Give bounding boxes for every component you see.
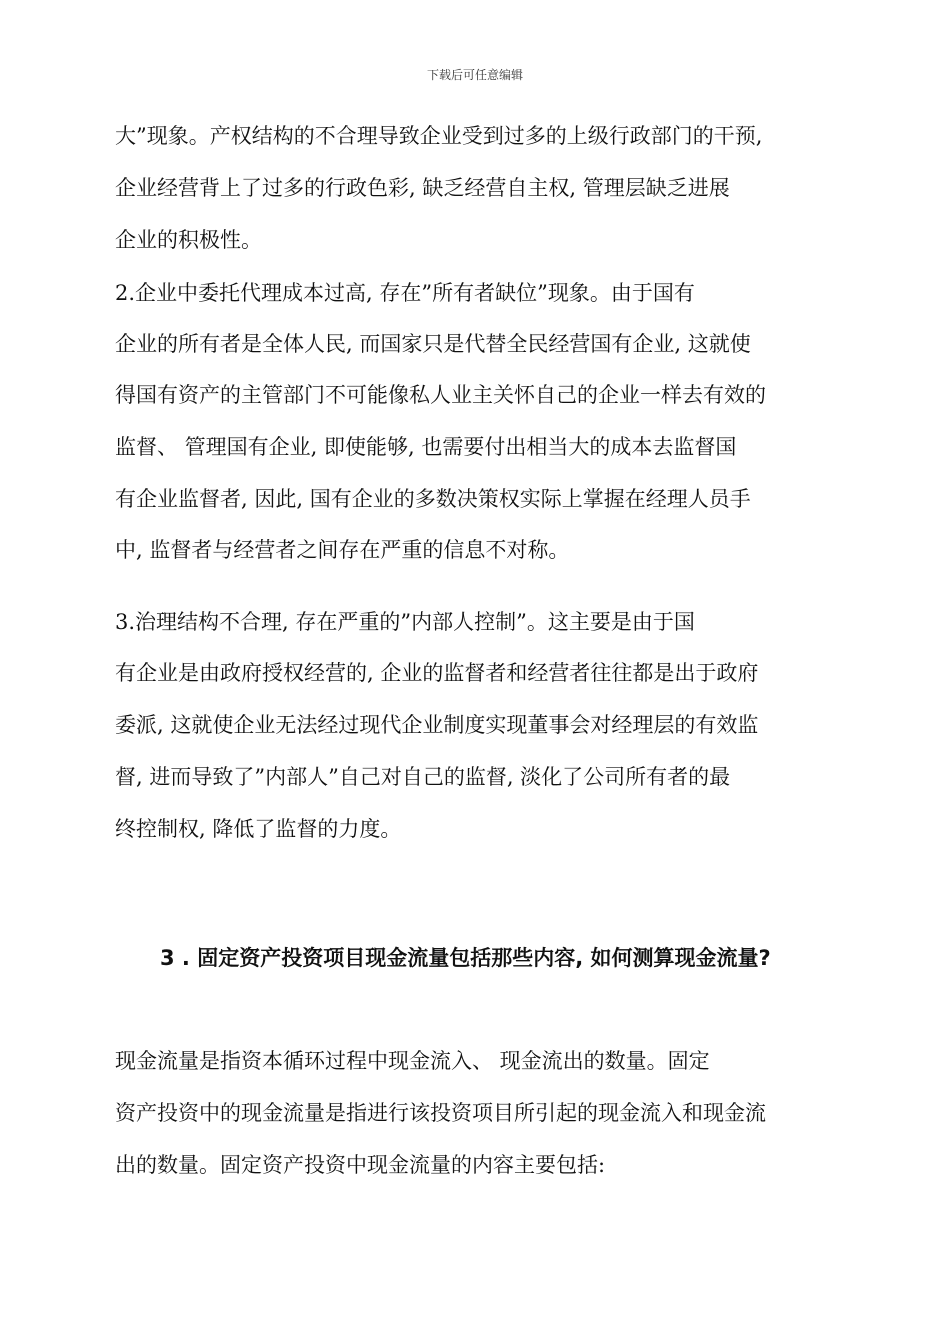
text-line: 有企业是由政府授权经营的, 企业的监督者和经营者往往都是出于政府 xyxy=(115,661,759,685)
text-line: 大”现象。产权结构的不合理导致企业受到过多的上级行政部门的干预, xyxy=(115,124,763,148)
text-line: 终控制权, 降低了监督的力度。 xyxy=(115,817,402,841)
text-line: 3.治理结构不合理, 存在严重的”内部人控制”。这主要是由于国 xyxy=(115,610,695,634)
text-line: 企业经营背上了过多的行政色彩, 缺乏经营自主权, 管理层缺乏进展 xyxy=(115,176,730,200)
text-line: 资产投资中的现金流量是指进行该投资项目所引起的现金流入和现金流 xyxy=(115,1101,766,1125)
text-line: 企业的积极性。 xyxy=(115,228,262,252)
text-line: 监督、 管理国有企业, 即使能够, 也需要付出相当大的成本去监督国 xyxy=(115,435,737,459)
text-line: 2.企业中委托代理成本过高, 存在”所有者缺位”现象。由于国有 xyxy=(115,281,695,305)
text-line: 中, 监督者与经营者之间存在严重的信息不对称。 xyxy=(115,538,570,562)
section-heading: 3 . 固定资产投资项目现金流量包括那些内容, 如何测算现金流量? xyxy=(160,946,771,970)
text-line: 督, 进而导致了”内部人”自己对自己的监督, 淡化了公司所有者的最 xyxy=(115,765,731,789)
text-line: 企业的所有者是全体人民, 而国家只是代替全民经营国有企业, 这就使 xyxy=(115,332,751,356)
text-line: 得国有资产的主管部门不可能像私人业主关怀自己的企业一样去有效的 xyxy=(115,383,766,407)
text-line: 有企业监督者, 因此, 国有企业的多数决策权实际上掌握在经理人员手 xyxy=(115,487,751,511)
text-line: 出的数量。固定资产投资中现金流量的内容主要包括: xyxy=(115,1153,606,1177)
text-line: 现金流量是指资本循环过程中现金流入、 现金流出的数量。固定 xyxy=(115,1049,710,1073)
text-line: 委派, 这就使企业无法经过现代企业制度实现董事会对经理层的有效监 xyxy=(115,713,759,737)
header-note: 下载后可任意编辑 xyxy=(426,68,523,82)
